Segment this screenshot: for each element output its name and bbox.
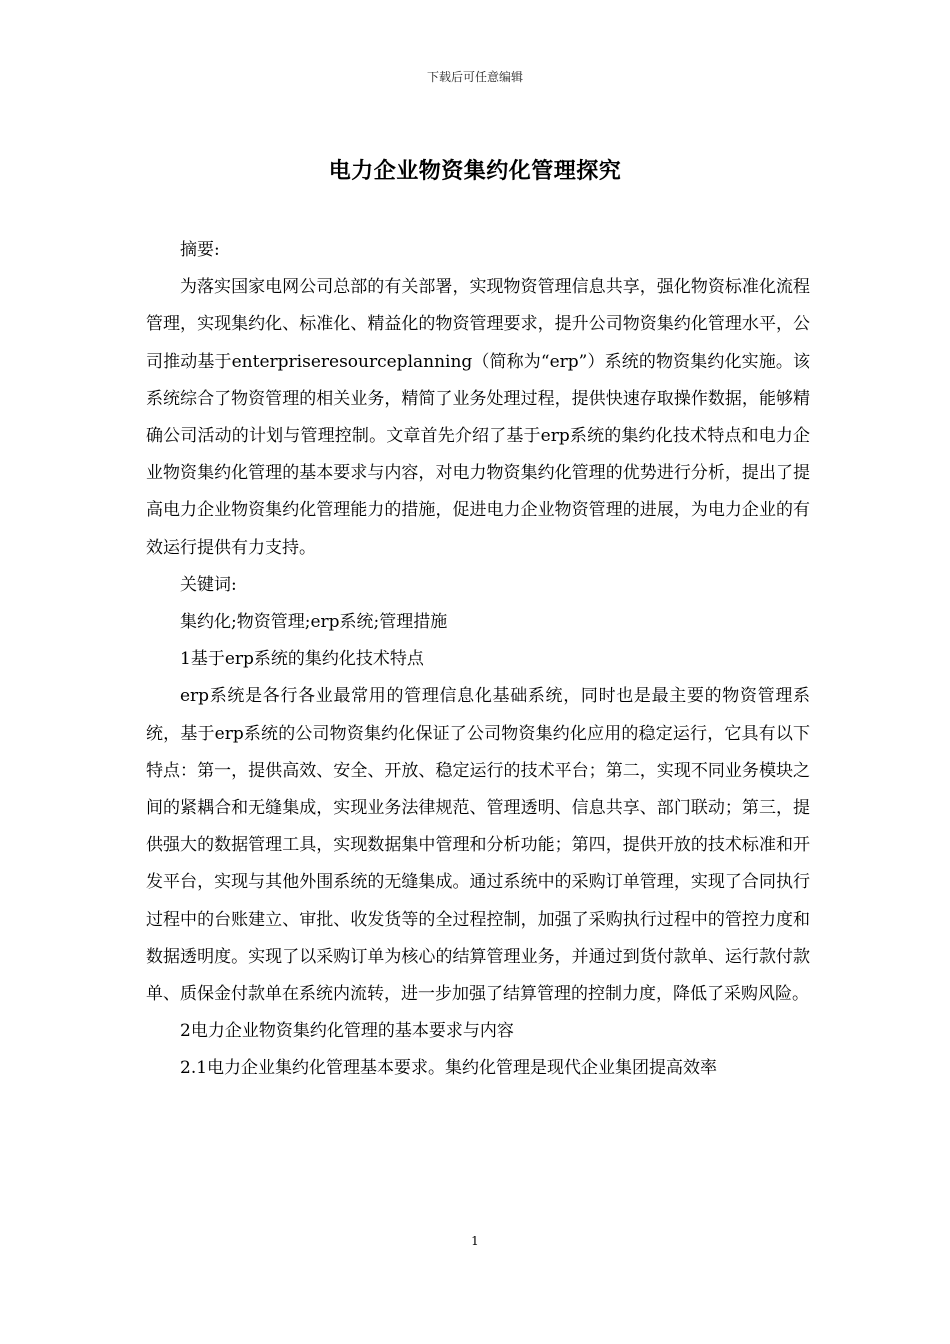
section-1-heading: 1基于erp系统的集约化技术特点 [180,649,424,670]
page-number: 1 [471,1234,479,1248]
keywords-list: 集约化;物资管理;erp系统;管理措施 [180,612,448,633]
keywords-heading: 关键词: [180,574,237,595]
header-note: 下载后可任意编辑 [426,70,523,84]
abstract-paragraph: 为落实国家电网公司总部的有关部署，实现物资管理信息共享，强化物资标准化流程管理，实现集约化、标准化、精益化的物资管理要求，提升公司物资集约化管理水平，公司推动基于enterpriseresourceplanning（简称为“erp”）系统的物资集约化实施。该系统综合了物资管理的相关业务，精简了业务处理过程，提供快速存取操作数据，能够精确公司活动的计划与管理控制。文章首先介绍了基于erp系统的集约化技术特点和电力企业物资集约化管理的基本要求与内容，对电力物资集约化管理的优势进行分析，提出了提高电力企业物资集约化管理能力的措施，促进电力企业物资管理的进展，为电力企业的有效运行提供有力支持。 [146,277,810,558]
section-1-paragraph: erp系统是各行各业最常用的管理信息化基础系统，同时也是最主要的物资管理系统，基于erp系统的公司物资集约化保证了公司物资集约化应用的稳定运行，它具有以下特点：第一，提供高效、安全、开放、稳定运行的技术平台；第二，实现不同业务模块之间的紧耦合和无缝集成，实现业务法律规范、管理透明、信息共享、部门联动；第三，提供强大的数据管理工具，实现数据集中管理和分析功能；第四，提供开放的技术标准和开发平台，实现与其他外围系统的无缝集成。通过系统中的采购订单管理，实现了合同执行过程中的台账建立、审批、收发货等的全过程控制，加强了采购执行过程中的管控力度和数据透明度。实现了以采购订单为核心的结算管理业务，并通过到货付款单、运行款付款单、质保金付款单在系统内流转，进一步加强了结算管理的控制力度，降低了采购风险。 [146,686,810,1005]
abstract-heading: 摘要: [180,240,220,260]
section-2-1-paragraph: 2.1电力企业集约化管理基本要求。集约化管理是现代企业集团提高效率 [180,1058,718,1079]
section-2-heading: 2电力企业物资集约化管理的基本要求与内容 [180,1021,514,1042]
document-title: 电力企业物资集约化管理探究 [328,158,622,184]
document-body [146,232,810,1088]
